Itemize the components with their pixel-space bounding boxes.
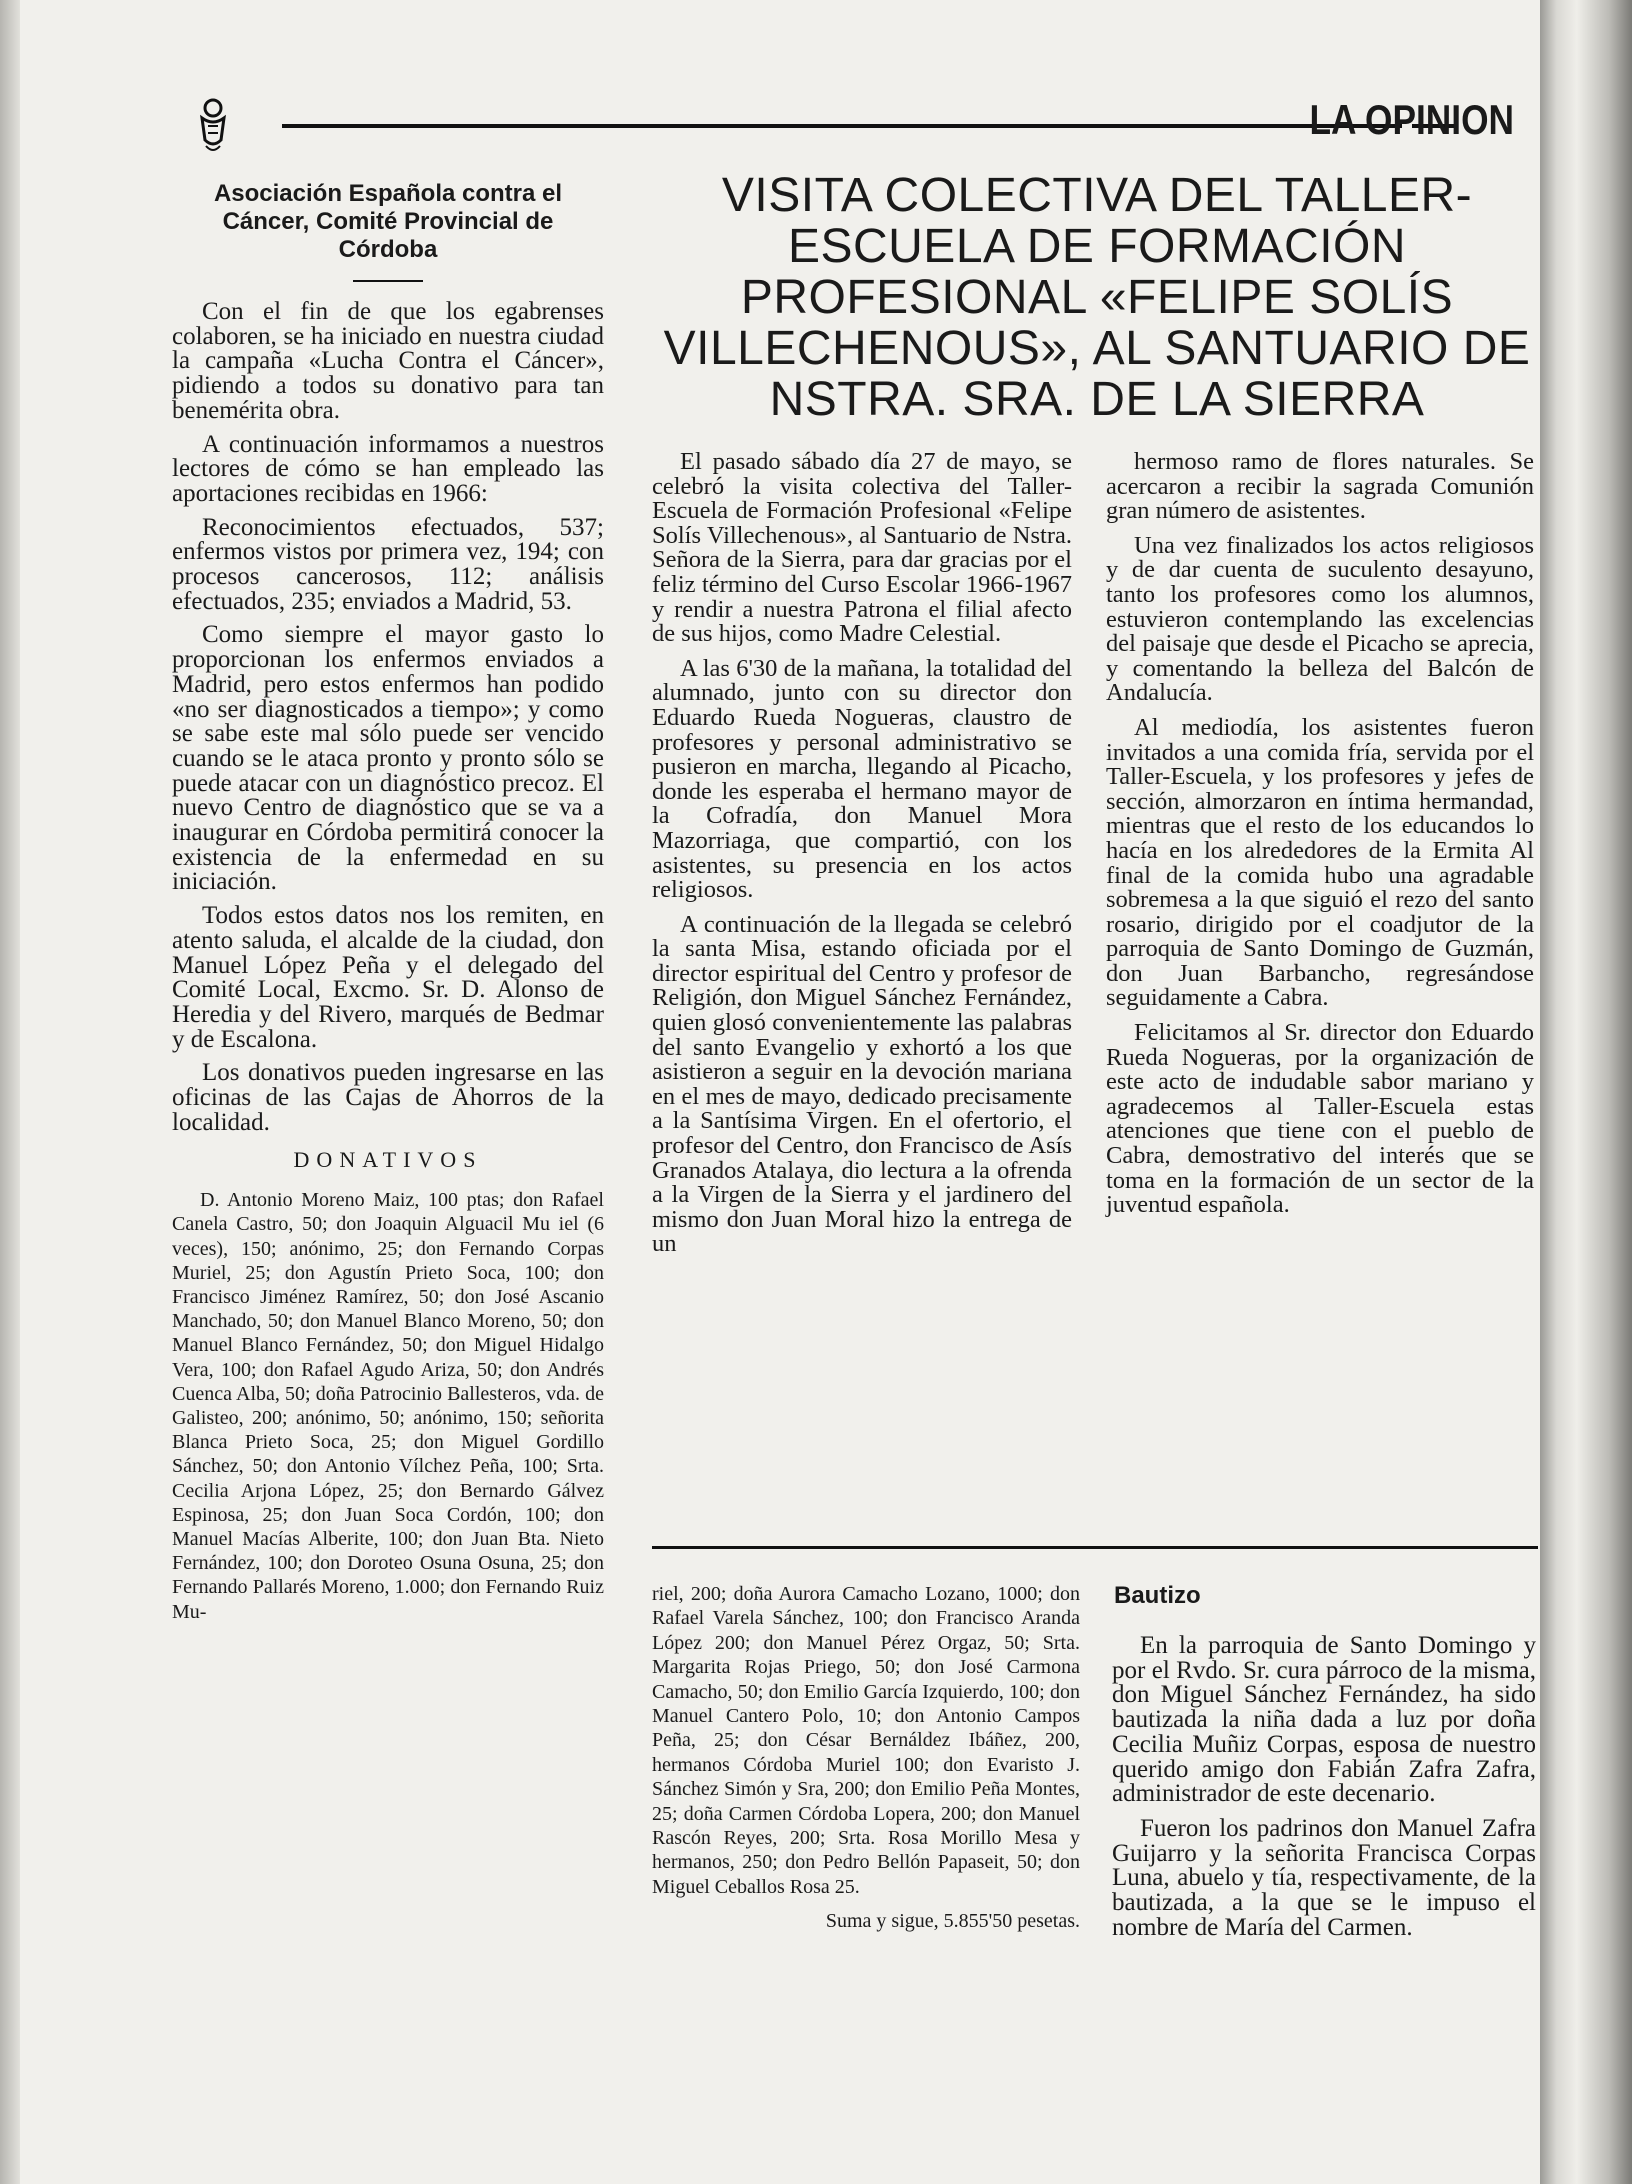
paragraph: Los donativos pueden ingresarse en las oficinas de las Cajas de Ahorros de la localidad. [172,1059,604,1136]
paragraph: El pasado sábado día 27 de mayo, se celebró la visita colectiva del Taller-Escuela de Formación Profesional «Felipe Solís Villechenous», al Santuario de Nstra. Señora de la Sierra, para dar gracias por el feliz término del Curso Escolar 1966-1967 y rendir a nuestra Patrona el filial afecto de sus hijos, como Madre Celestial. [652,448,1072,648]
org-title: Asociación Española contra el Cáncer, Comité Provincial de Córdoba [213,180,563,263]
paragraph: Reconocimientos efectuados, 537; enfermos vistos por primera vez, 194; con procesos cancerosos, 112; análisis efectuados, 235; enviados a Madrid, 53. [172,513,604,615]
paragraph: A continuación informamos a nuestros lectores de cómo se han empleado las aportaciones recibidas en 1966: [172,430,604,507]
header-rule [282,124,1402,128]
donativos-list-cont: riel, 200; doña Aurora Camacho Lozano, 1000; don Rafael Varela Sánchez, 100; don Francisco Aranda López 200; don Manuel Pérez Orgaz, 50; Srta. Margarita Rojas Priego, 50; don José Carmona Camacho, 50; don Emilio García Izquierdo, 100; don Manuel Cantero Polo, 10; don Antonio Campos Peña, 25; don César Bernáldez Ibáñez, 200, hermanos Córdoba Muriel 100; don Evaristo J. Sánchez Simón y Sra, 200; don Emilio Peña Montes, 25; doña Carmen Córdoba Lopera, 200; don Manuel Rascón Reyes, 200; Srta. Rosa Morillo Mesa y hermanos, 250; don Pedro Bellón Papaseit, 50; don Miguel Ceballos Rosa 25. [652,1583,1080,1898]
article-column-2 [1106,450,1534,1228]
section-divider [652,1546,1538,1549]
bautizo-heading: Bautizo [1114,1582,1201,1609]
title-divider [353,280,423,282]
paragraph: A las 6'30 de la mañana, la totalidad del alumnado, junto con su director don Eduardo Rueda Nogueras, claustro de profesores y personal administrativo se pusieron en marcha, llegando al Picacho, donde les esperaba el hermano mayor de la Cofradía, don Manuel Mora Mazorriaga, que compartió, con los asistentes, su presencia en los actos religiosos. [652,654,1072,904]
article-headline: VISITA COLECTIVA DEL TALLER-ESCUELA DE FORMACIÓN PROFESIONAL «FELIPE SOLÍS VILLECHENOUS», AL SANTUARIO DE NSTRA. SRA. DE LA SIERRA [663,169,1531,426]
page-fold-shadow [1540,0,1632,2184]
paragraph: Fueron los padrinos don Manuel Zafra Guijarro y la señorita Francisca Corpas Luna, abuelo y tía, respectivamente, de la bautizada, a la que se le impuso el nombre de María del Carmen. [1112,1814,1536,1941]
paragraph: Todos estos datos nos los remiten, en atento saluda, el alcalde de la ciudad, don Manuel López Peña y el delegado del Comité Local, Excmo. Sr. D. Alonso de Heredia y del Rivero, marqués de Bedmar y de Escalona. [172,902,604,1053]
paragraph: Con el fin de que los egabrenses colaboren, se ha iniciado en nuestra ciudad la campaña «Lucha Contra el Cáncer», pidiendo a todos su donativo para tan benemérita obra. [172,298,604,424]
paragraph: En la parroquia de Santo Domingo y por el Rvdo. Sr. cura párroco de la misma, don Miguel Sánchez Fernández, ha sido bautizada la niña dada a luz por doña Cecilia Muñiz Corpas, esposa de nuestro querido amigo don Fabián Zafra Zafra, administrador de este decenario. [1112,1632,1536,1808]
bautizo-body [1112,1634,1536,1950]
paragraph: Como siempre el mayor gasto lo proporcionan los enfermos enviados a Madrid, pero estos enfermos han podido «no ser diagnosticados a tiempo»; y como se sabe este mal sólo puede ser vencido cuando se le ataca pronto y pronto sólo se puede atacar con un diagnóstico precoz. El nuevo Centro de diagnóstico que se va a inaugurar en Córdoba permitirá conocer la existencia de la enfermedad en su iniciación. [172,621,604,896]
crest-logo-icon [196,96,230,154]
paragraph: hermoso ramo de flores naturales. Se acercaron a recibir la sagrada Comunión gran número de asistentes. [1106,448,1534,525]
paragraph: A continuación de la llegada se celebró la santa Misa, estando oficiada por el director espiritual del Centro y profesor de Religión, don Miguel Sánchez Fernández, quien glosó convenientemente las palabras del santo Evangelio y exhortó a los que asistieron a seguir en la devoción mariana en el mes de mayo, dedicado precisamente a la Santísima Virgen. En el ofertorio, el profesor del Centro, don Francisco de Asís Granados Atalaya, dio lectura a la ofrenda a la Virgen de la Sierra y el jardinero del mismo don Juan Moral hizo la entrega de un [652,910,1072,1258]
donativos-continued [652,1582,1080,1934]
paragraph: Felicitamos al Sr. director don Eduardo Rueda Nogueras, por la organización de este acto de indudable sabor mariano y agradecemos al Taller-Escuela estas atenciones que tiene con el pueblo de Cabra, demostrativo del interés que se toma en la formación de un sector de la juventud española. [1106,1019,1534,1219]
article-column-1 [652,450,1072,1267]
cancer-article-body [172,300,604,1136]
donativos-list: D. Antonio Moreno Maiz, 100 ptas; don Rafael Canela Castro, 50; don Joaquin Alguacil Mu iel (6 veces), 150; anónimo, 25; don Fernando Corpas Muriel, 25; don Agustín Prieto Soca, 100; don Francisco Jiménez Ramírez, 50; don José Ascanio Manchado, 50; don Manuel Blanco Moreno, 50; don Manuel Blanco Fernández, 50; don Miguel Hidalgo Vera, 100; don Rafael Agudo Ariza, 50; don Andrés Cuenca Alba, 50; doña Patrocinio Ballesteros, vda. de Galisteo, 200; anónimo, 50; anónimo, 150; señorita Blanca Prieto Soca, 25; don Miguel Gordillo Sánchez, 50; don Antonio Vílchez Peña, 100; Srta. Cecilia Arjona López, 25; don Bernardo Gálvez Espinosa, 25; don Juan Soca Cordón, 100; don Manuel Macías Alberite, 100; don Juan Bta. Nieto Fernández, 100; don Doroteo Osuna Osuna, 25; don Fernando Pallarés Moreno, 1.000; don Fernando Ruiz Mu- [172,1189,604,1623]
page-left-edge [0,0,22,2184]
masthead-title: LA OPINION [1309,96,1514,143]
donativos-heading: DONATIVOS [293,1146,483,1172]
left-column [172,180,604,1624]
paragraph: Una vez finalizados los actos religiosos y de dar cuenta de suculento desayuno, tanto los profesores como los alumnos, estuvieron contemplando las excelencias del paisaje que desde el Picacho se aprecia, y comentando la belleza del Balcón de Andalucía. [1106,531,1534,707]
paragraph: Al mediodía, los asistentes fueron invitados a una comida fría, servida por el Taller-Escuela, y los profesores y jefes de sección, almorzaron en íntima hermandad, mientras que el resto de los educandos lo hacía en los alrededores de la Ermita Al final de la comida hubo una agradable sobremesa a la que siguió el rezo del santo rosario, dirigido por el coadjutor de la parroquia de Santo Domingo de Guzmán, don Juan Barbancho, regresándose seguidamente a Cabra. [1106,713,1534,1012]
donativos-total: Suma y sigue, 5.855'50 pesetas. [825,1910,1080,1933]
